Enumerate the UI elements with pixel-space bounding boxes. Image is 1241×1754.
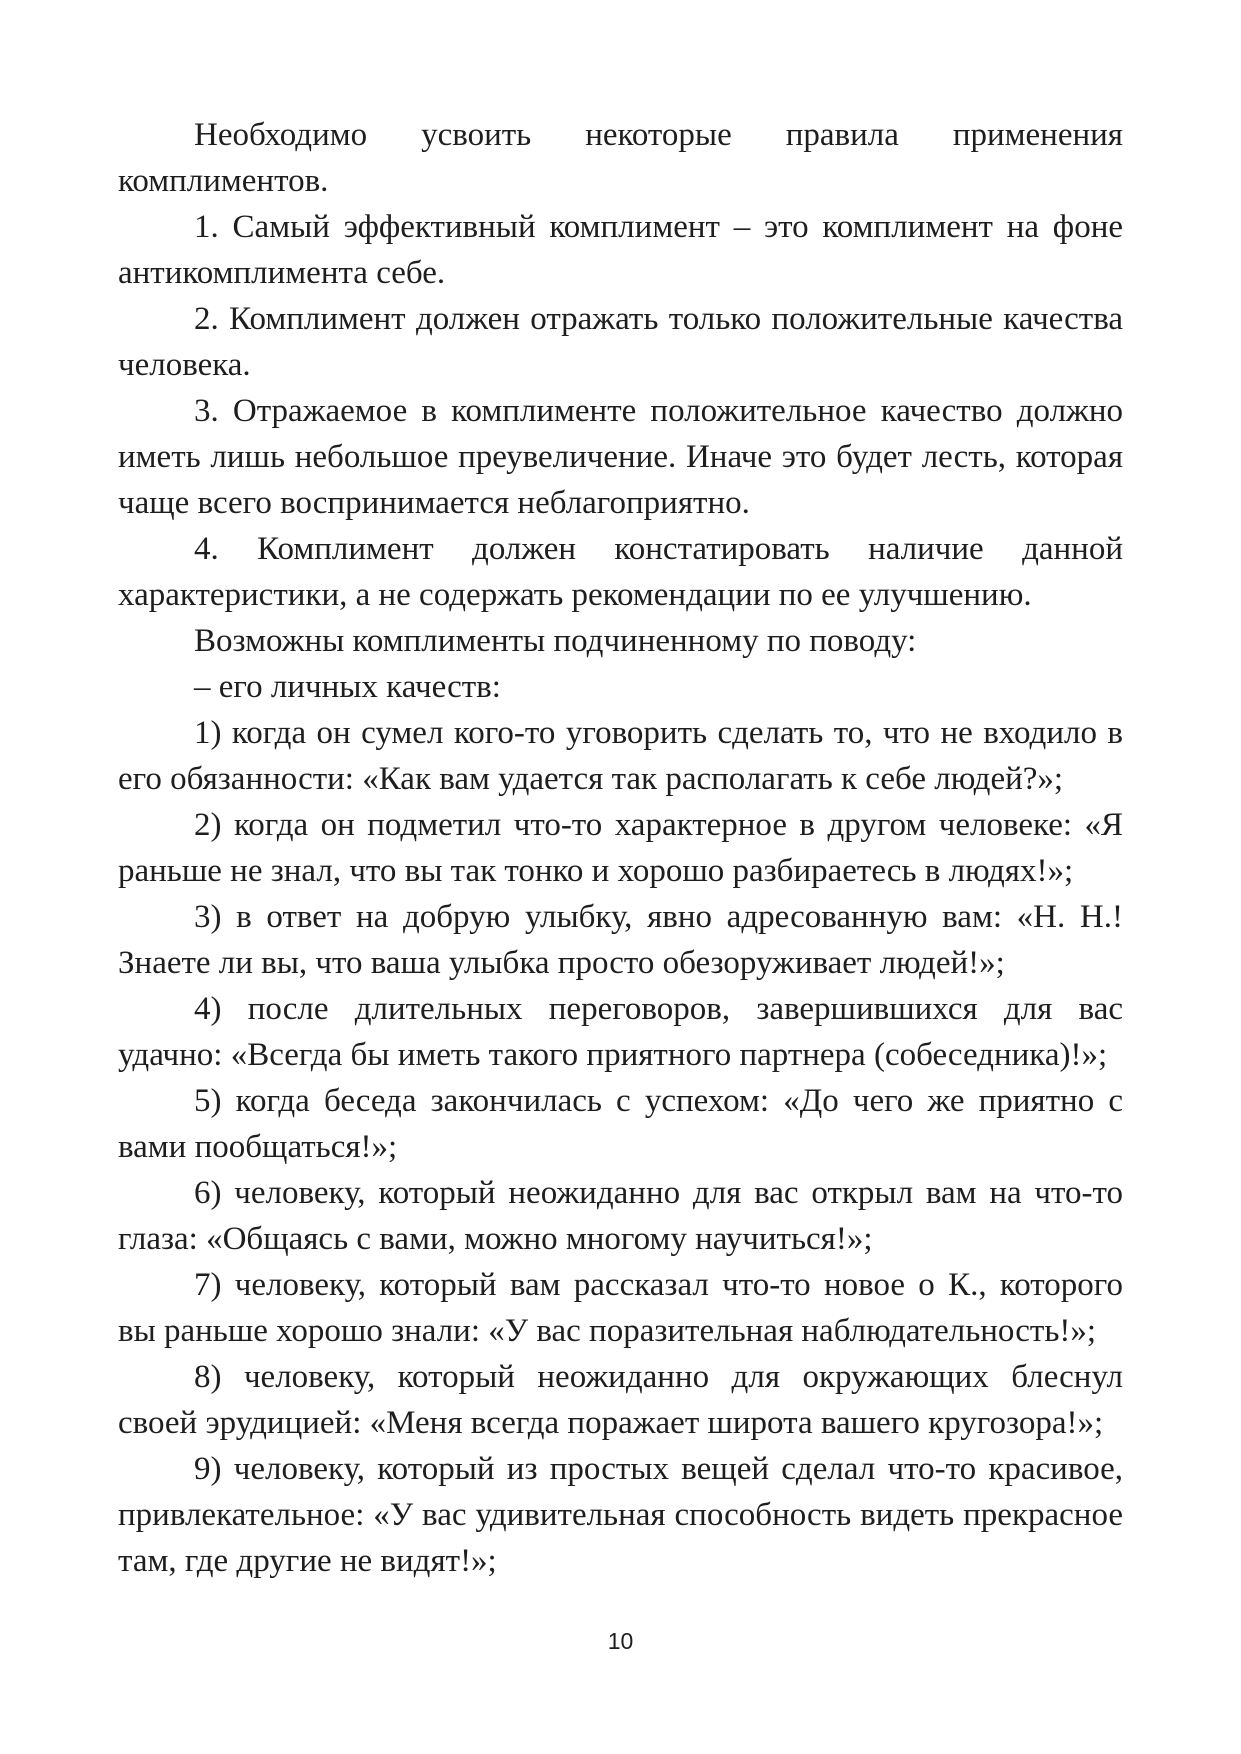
paragraph-item-1: 1) когда он сумел кого-то уговорить сделать то, что не входило в его обязанности: «Как вам удается так располагать к себе людей?»; bbox=[118, 715, 1123, 797]
paragraph-rule-4: 4. Комплимент должен констатировать наличие данной характеристики, а не содержать рекомендации по ее улучшению. bbox=[118, 531, 1123, 613]
paragraph-item-2: 2) когда он подметил что-то характерное в другом человеке: «Я раньше не знал, что вы так тонко и хорошо разбираетесь в людях!»; bbox=[118, 807, 1123, 889]
paragraph-item-7: 7) человеку, который вам рассказал что-то новое о К., которого вы раньше хорошо знали: «У вас поразительная наблюдательность!»; bbox=[118, 1267, 1123, 1349]
paragraph-item-3: 3) в ответ на добрую улыбку, явно адресованную вам: «Н. Н.! Знаете ли вы, что ваша улыбка просто обезоруживает людей!»; bbox=[118, 899, 1123, 981]
paragraph-intro: Необходимо усвоить некоторые правила применения комплиментов. bbox=[118, 117, 1123, 199]
paragraph-personal-qualities: – его личных качеств: bbox=[194, 669, 501, 705]
paragraph-rule-1: 1. Самый эффективный комплимент – это комплимент на фоне антикомплимента себе. bbox=[118, 209, 1123, 291]
paragraph-item-8: 8) человеку, который неожиданно для окружающих блеснул своей эрудицией: «Меня всегда поражает широта вашего кругозора!»; bbox=[118, 1359, 1123, 1441]
paragraph-rule-3: 3. Отражаемое в комплименте положительное качество должно иметь лишь небольшое преувеличение. Иначе это будет лесть, которая чаще всего воспринимается неблагоприятно. bbox=[118, 393, 1123, 521]
page-number: 10 bbox=[607, 1628, 634, 1654]
page-body bbox=[118, 112, 1123, 1584]
paragraph-item-4: 4) после длительных переговоров, завершившихся для вас удачно: «Всегда бы иметь такого приятного партнера (собеседника)!»; bbox=[118, 991, 1123, 1073]
paragraph-item-9: 9) человеку, который из простых вещей сделал что-то красивое, привлекательное: «У вас удивительная способность видеть прекрасное там, где другие не видят!»; bbox=[118, 1451, 1123, 1579]
paragraph-rule-2: 2. Комплимент должен отражать только положительные качества человека. bbox=[118, 301, 1123, 383]
paragraph-item-5: 5) когда беседа закончилась с успехом: «До чего же приятно с вами пообщаться!»; bbox=[118, 1083, 1123, 1165]
paragraph-item-6: 6) человеку, который неожиданно для вас открыл вам на что-то глаза: «Общаясь с вами, можно многому научиться!»; bbox=[118, 1175, 1123, 1257]
paragraph-possible-compliments: Возможны комплименты подчиненному по поводу: bbox=[194, 623, 917, 659]
